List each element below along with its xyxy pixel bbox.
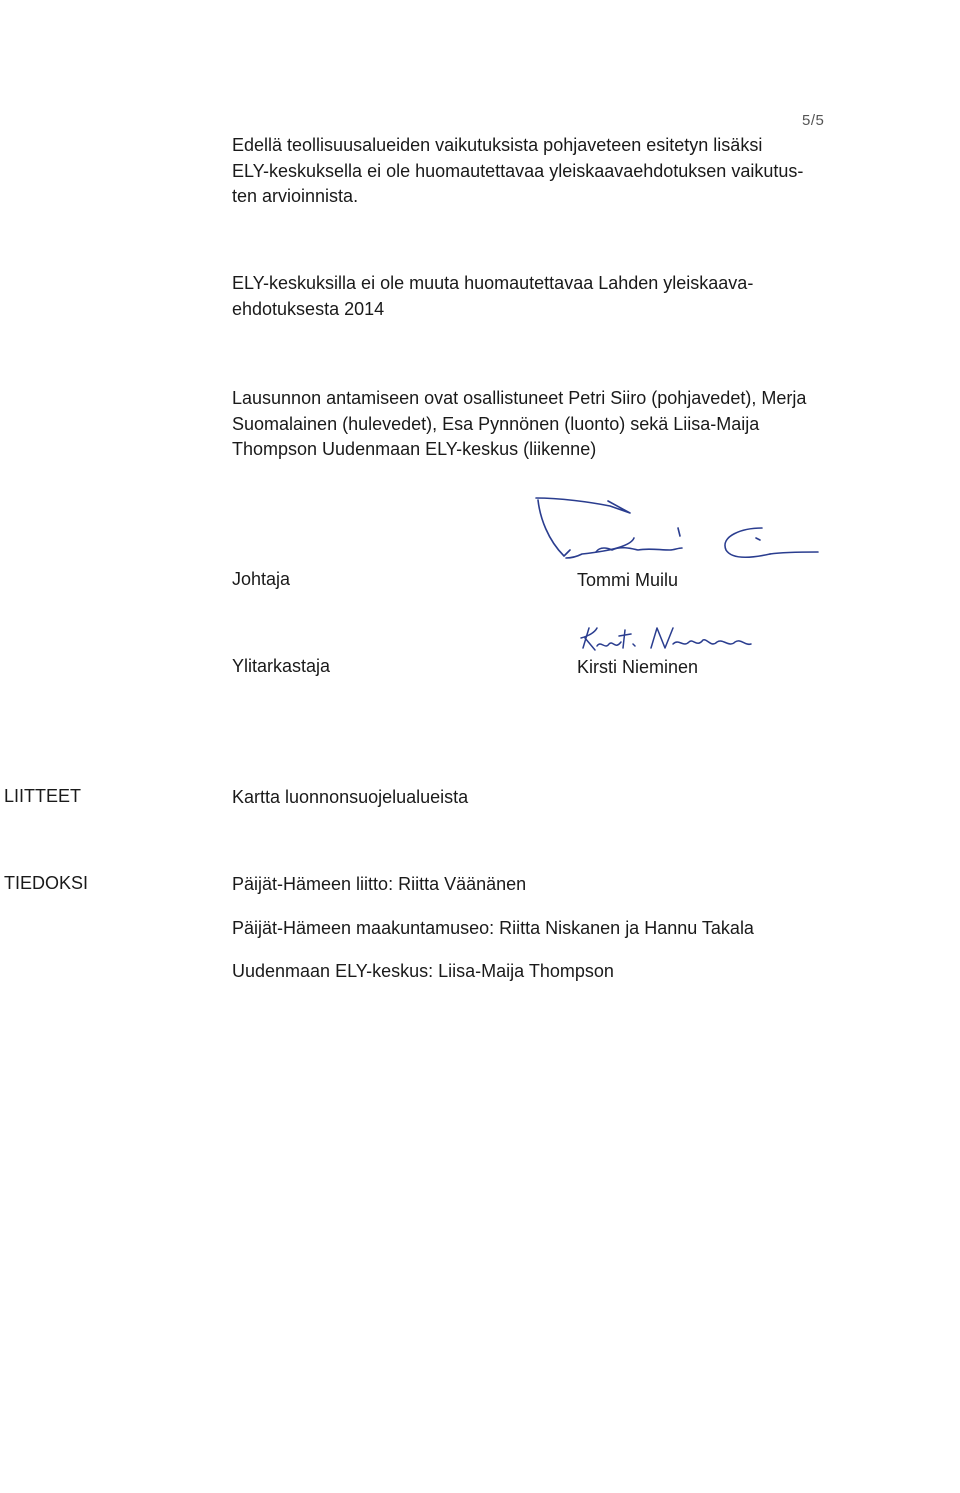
paragraph-no-further-remarks: ELY-keskuksilla ei ole muuta huomautettavaa Lahden yleiskaava- ehdotuksesta 2014 [232,273,754,319]
attachment-item: Kartta luonnonsuojelualueista [232,787,469,807]
attachments-label: LIITTEET [4,786,82,806]
for-information-recipient: Päijät-Hämeen maakuntamuseo: Riitta Niskanen ja Hannu Takala [232,918,754,938]
for-information-recipient: Päijät-Hämeen liitto: Riitta Väänänen [232,874,527,894]
signature-kirsti-nieminen [575,622,775,658]
signer-role-senior-inspector: Ylitarkastaja [232,656,331,676]
signature-tommi-muilu [530,488,830,578]
for-information-label: TIEDOKSI [4,873,89,893]
signer-name-director: Tommi Muilu [577,570,679,590]
signer-name-senior-inspector: Kirsti Nieminen [577,657,699,677]
for-information-recipient: Uudenmaan ELY-keskus: Liisa-Maija Thompson [232,961,614,981]
paragraph-participants: Lausunnon antamiseen ovat osallistuneet Petri Siiro (pohjavedet), Merja Suomalainen (hulevedet), Esa Pynnönen (luonto) sekä Liisa-Maija Thompson Uudenmaan ELY-keskus (liikenne) [232,388,807,459]
paragraph-groundwater: Edellä teollisuusalueiden vaikutuksista pohjaveteen esitetyn lisäksi ELY-keskuksella ei ole huomautettavaa yleiskaavaehdotuksen vaikutus- ten arvioinnista. [232,135,804,206]
signer-role-director: Johtaja [232,569,291,589]
page-number: 5/5 [802,112,825,129]
